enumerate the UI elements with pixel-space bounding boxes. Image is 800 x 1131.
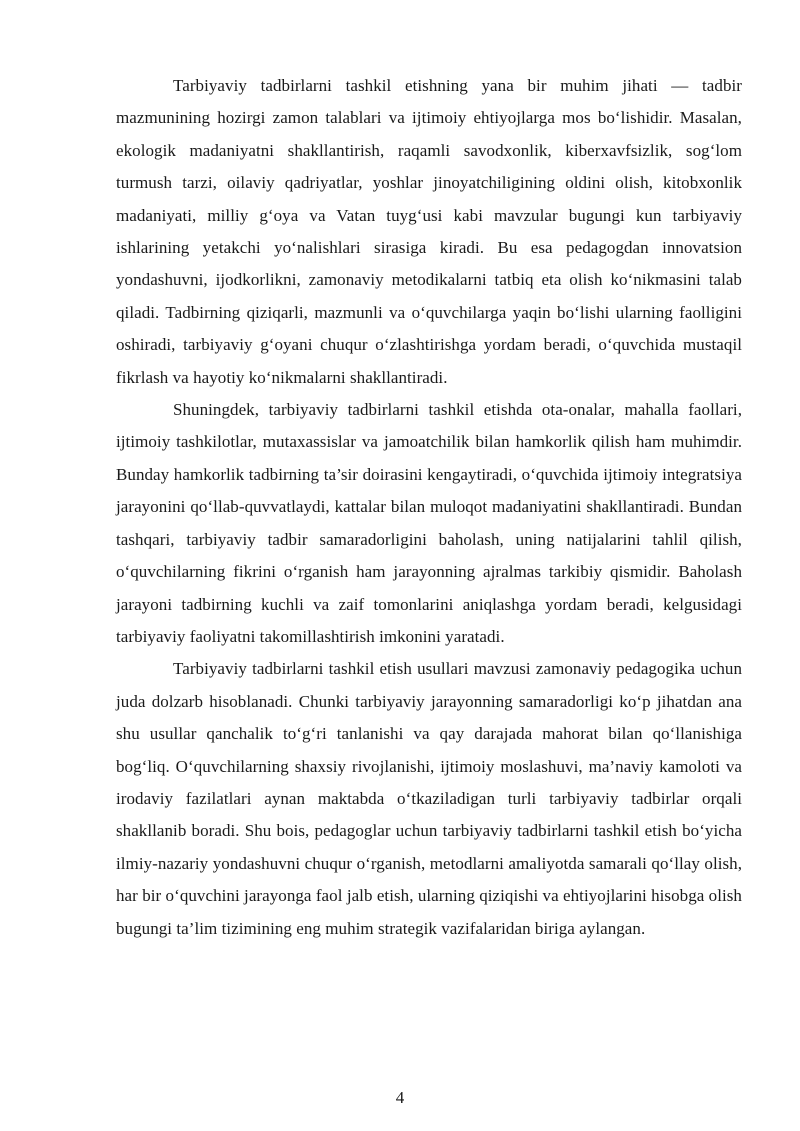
paragraph: Shuningdek, tarbiyaviy tadbirlarni tashkil etishda ota-onalar, mahalla faollari, ijtimoiy tashkilotlar, mutaxassislar va jamoatchilik bilan hamkorlik qilish ham muhimdir. Bunday hamkorlik tadbirning ta’sir doirasini kengaytiradi, o‘quvchida ijtimoiy integratsiya jarayonini qo‘llab-quvvatlaydi, kattalar bilan muloqot madaniyatini shakllantiradi. Bundan tashqari, tarbiyaviy tadbir samaradorligini baholash, uning natijalarini tahlil qilish, o‘quvchilarning fikrini o‘rganish ham jarayonning ajralmas tarkibiy qismidir. Baholash jarayoni tadbirning kuchli va zaif tomonlarini aniqlashga yordam beradi, kelgusidagi tarbiyaviy faoliyatni takomillashtirish imkonini yaratadi. bbox=[116, 400, 742, 646]
paragraph: Tarbiyaviy tadbirlarni tashkil etish usullari mavzusi zamonaviy pedagogika uchun juda dolzarb hisoblanadi. Chunki tarbiyaviy jarayonning samaradorligi ko‘p jihatdan ana shu usullar qanchalik to‘g‘ri tanlanishi va qay darajada mahorat bilan qo‘llanishiga bog‘liq. O‘quvchilarning shaxsiy rivojlanishi, ijtimoiy moslashuvi, ma’naviy kamoloti va irodaviy fazilatlari aynan maktabda o‘tkaziladigan turli tarbiyaviy tadbirlar orqali shakllanib boradi. Shu bois, pedagoglar uchun tarbiyaviy tadbirlarni tashkil etish bo‘yicha ilmiy-nazariy yondashuvni chuqur o‘rganish, metodlarni amaliyotda samarali qo‘llay olish, har bir o‘quvchini jarayonga faol jalb etish, ularning qiziqishi va ehtiyojlarini hisobga olish bugungi ta’lim tizimining eng muhim strategik vazifalaridan biriga aylangan. bbox=[116, 659, 742, 938]
paragraph: Tarbiyaviy tadbirlarni tashkil etishning yana bir muhim jihati — tadbir mazmunining hozirgi zamon talablari va ijtimoiy ehtiyojlarga mos bo‘lishidir. Masalan, ekologik madaniyatni shakllantirish, raqamli savodxonlik, kiberxavfsizlik, sog‘lom turmush tarzi, oilaviy qadriyatlar, yoshlar jinoyatchiligining oldini olish, kitobxonlik madaniyati, milliy g‘oya va Vatan tuyg‘usi kabi mavzular bugungi kun tarbiyaviy ishlarining yetakchi yo‘nalishlari sirasiga kiradi. Bu esa pedagogdan innovatsion yondashuvni, ijodkorlikni, zamonaviy metodikalarni tatbiq eta olish ko‘nikmasini talab qiladi. Tadbirning qiziqarli, mazmunli va o‘quvchilarga yaqin bo‘lishi ularning faolligini oshiradi, tarbiyaviy g‘oyani chuqur o‘zlashtirishga yordam beradi, o‘quvchida mustaqil fikrlash va hayotiy ko‘nikmalarni shakllantiradi. bbox=[116, 76, 742, 387]
page-number: 4 bbox=[395, 1088, 405, 1107]
body-text bbox=[116, 70, 742, 945]
